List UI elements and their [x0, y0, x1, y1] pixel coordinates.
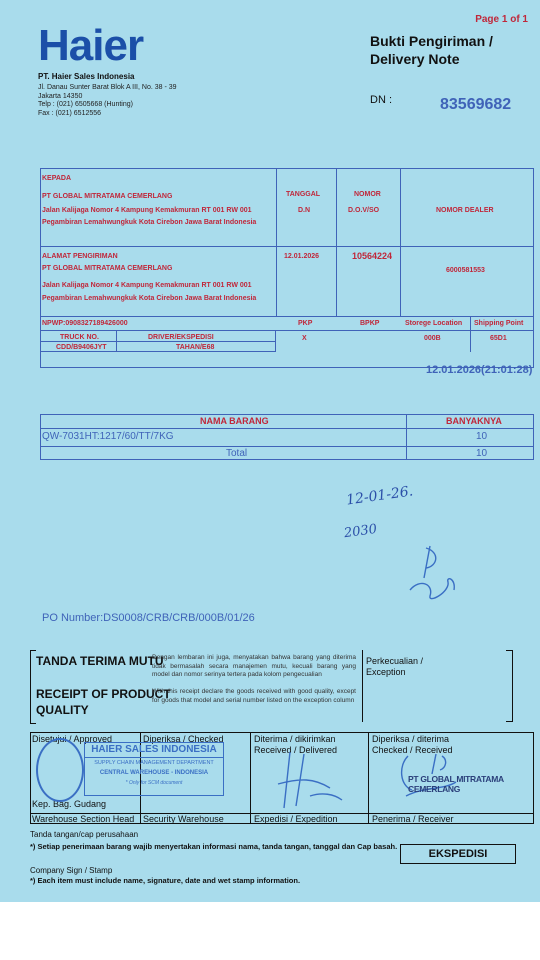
sig-approved-label: Disetujui / Approved [32, 734, 113, 744]
address-line: Jl. Danau Sunter Barat Blok A III, No. 38 - 39 [38, 84, 177, 91]
footer-note-en: *) Each item must include name, signature, date and wet stamp information. [30, 876, 301, 885]
divider [368, 732, 369, 824]
bracket-right-top [506, 650, 512, 651]
receipt-text-id: Dengan lembaran ini juga, menyatakan bahwa barang yang diterima tidak bermasalah secara manajemen mutu, kecuali barang yang model dan nomor serinya tertera pada kolom pengecualian [152, 654, 356, 678]
print-timestamp: 12.01.2026(21:01:28) [426, 364, 533, 376]
stamp-line-3: CENTRAL WAREHOUSE - INDONESIA [99, 770, 209, 776]
truck-label: TRUCK NO. [60, 334, 99, 341]
kepada-label: KEPADA [42, 175, 72, 182]
sig-delivered-line-1: Diterima / dikirimkan [254, 734, 336, 744]
receipt-title-id: TANDA TERIMA MUTU [36, 654, 164, 668]
bracket-bottom [30, 723, 36, 724]
tanggal-value: D.N [298, 207, 311, 214]
footer-company-sign-en: Company Sign / Stamp [30, 866, 113, 875]
dn-label: DN : [370, 94, 392, 106]
shipping-point-label: Shipping Point [474, 320, 524, 327]
divider [250, 732, 251, 824]
sig-expedition-label: Expedisi / Expedition [254, 814, 338, 824]
kepada-address-1: Jalan Kalijaga Nomor 4 Kampung Kemakmuran RT 001 RW 001 [42, 207, 252, 214]
total-label: Total [226, 448, 248, 459]
alamat-address-2: Pegambiran Lemahwungkuk Kota Cirebon Jawa Barat Indonesia [42, 295, 257, 302]
sig-received-line-2: Checked / Received [372, 745, 453, 755]
footer-note-id: *) Setiap penerimaan barang wajib menyertakan informasi nama, tanda tangan, tanggal dan Cap basah. [30, 842, 398, 851]
kepada-name: PT GLOBAL MITRATAMA CEMERLANG [42, 193, 173, 200]
sig-received-line-1: Diperiksa / diterima [372, 734, 450, 744]
stamp-line-2: SUPPLY CHAIN MANAGEMENT DEPARTMENT [85, 757, 223, 766]
sig-security-label: Security Warehouse [143, 814, 224, 824]
exception-divider [362, 650, 363, 722]
bracket-right [512, 650, 513, 722]
haier-logo: Haier [38, 21, 144, 70]
bpkp-label: BPKP [360, 320, 380, 327]
sig-delivered-line-2: Received / Delivered [254, 745, 338, 755]
divider [40, 428, 534, 429]
storage-location-label: Storege Location [405, 320, 463, 327]
item-name: QW-7031HT:1217/60/TT/7KG [42, 431, 174, 442]
total-value: 10 [476, 448, 488, 459]
address-line: Telp : (021) 6505668 (Hunting) [38, 101, 133, 108]
npwp: NPWP:0908327189426000 [42, 320, 128, 327]
company-name: PT. Haier Sales Indonesia [38, 72, 135, 81]
title-line-2: Delivery Note [370, 51, 460, 67]
receipt-title-en-2: QUALITY [36, 703, 89, 717]
col-banyaknya: BANYAKNYA [446, 416, 502, 426]
receipt-text-en: With this receipt declare the goods received with good quality, except for goods that model and serial number listed on the exception column [152, 688, 356, 704]
address-line: Fax : (021) 6512556 [38, 109, 102, 117]
item-qty: 10 [476, 431, 488, 442]
driver-label: DRIVER/EKSPEDISI [148, 334, 214, 341]
alamat-address-1: Jalan Kalijaga Nomor 4 Kampung Kemakmuran RT 001 RW 001 [42, 282, 252, 289]
divider [400, 168, 401, 316]
warehouse-stamp [84, 742, 224, 796]
sig-checked-label: Diperiksa / Checked [143, 734, 224, 744]
col-nama-barang: NAMA BARANG [200, 416, 269, 426]
receipt-title-en-1: RECEIPT OF PRODUCT [36, 687, 171, 701]
company-address [38, 84, 177, 118]
sig-receiver-label: Penerima / Receiver [372, 814, 454, 824]
kepada-address-2: Pegambiran Lemahwungkuk Kota Cirebon Jawa Barat Indonesia [42, 219, 257, 226]
handwritten-time: 2030 [343, 521, 378, 542]
divider [40, 246, 534, 247]
po-number: PO Number:DS0008/CRB/CRB/000B/01/26 [42, 612, 255, 624]
alamat-label: ALAMAT PENGIRIMAN [42, 253, 118, 260]
alamat-date: 12.01.2026 [284, 253, 320, 260]
expedition-signature [270, 748, 350, 812]
bracket-top [30, 650, 36, 651]
stamp-line-4: * Only for SCM document [125, 780, 183, 786]
title-line-1: Bukti Pengiriman / [370, 33, 493, 49]
document-title [370, 32, 493, 68]
nomor-label: NOMOR [354, 191, 381, 198]
alamat-dealer: 6000581553 [446, 267, 485, 274]
sig-section-head-title: Kep. Bag. Gudang [32, 799, 107, 809]
bracket-left [30, 650, 31, 724]
handwritten-signature [400, 538, 470, 608]
dealer-label: NOMOR DEALER [436, 207, 494, 214]
company-stamp-seal [36, 738, 84, 802]
pkp-value: X [302, 335, 307, 342]
pkp-label: PKP [298, 320, 313, 327]
shipping-point-value: 65D1 [490, 335, 507, 342]
receipt-title-en [36, 686, 171, 718]
truck-value: CDD/B9406JYT [56, 344, 107, 351]
nomor-value: D.O.V/SO [348, 207, 380, 214]
divider [40, 316, 534, 317]
ekspedisi-copy-label: EKSPEDISI [400, 844, 516, 864]
alamat-name: PT GLOBAL MITRATAMA CEMERLANG [42, 265, 173, 272]
divider [470, 316, 471, 352]
divider [406, 414, 407, 460]
sig-section-head-label: Warehouse Section Head [32, 814, 135, 824]
dn-number: 83569682 [440, 96, 512, 113]
alamat-so: 10564224 [352, 251, 393, 261]
receiver-stamp: PT GLOBAL MITRATAMA CEMERLANG [408, 774, 504, 794]
storage-location-value: 000B [424, 335, 441, 342]
bracket-right-bottom [506, 721, 512, 722]
driver-value: TAHAN/E68 [176, 344, 215, 351]
page-indicator: Page 1 of 1 [475, 14, 528, 25]
handwritten-date: 12-01-26. [345, 483, 415, 509]
footer-company-sign-id: Tanda tangan/cap perusahaan [30, 830, 139, 839]
divider [336, 168, 337, 316]
tanggal-label: TANGGAL [286, 191, 321, 198]
divider [276, 168, 277, 316]
stamp-line-1: HAIER SALES INDONESIA [91, 744, 217, 755]
divider [40, 446, 534, 447]
exception-label: Perkecualian / Exception [366, 656, 424, 677]
address-line: Jakarta 14350 [38, 92, 83, 100]
